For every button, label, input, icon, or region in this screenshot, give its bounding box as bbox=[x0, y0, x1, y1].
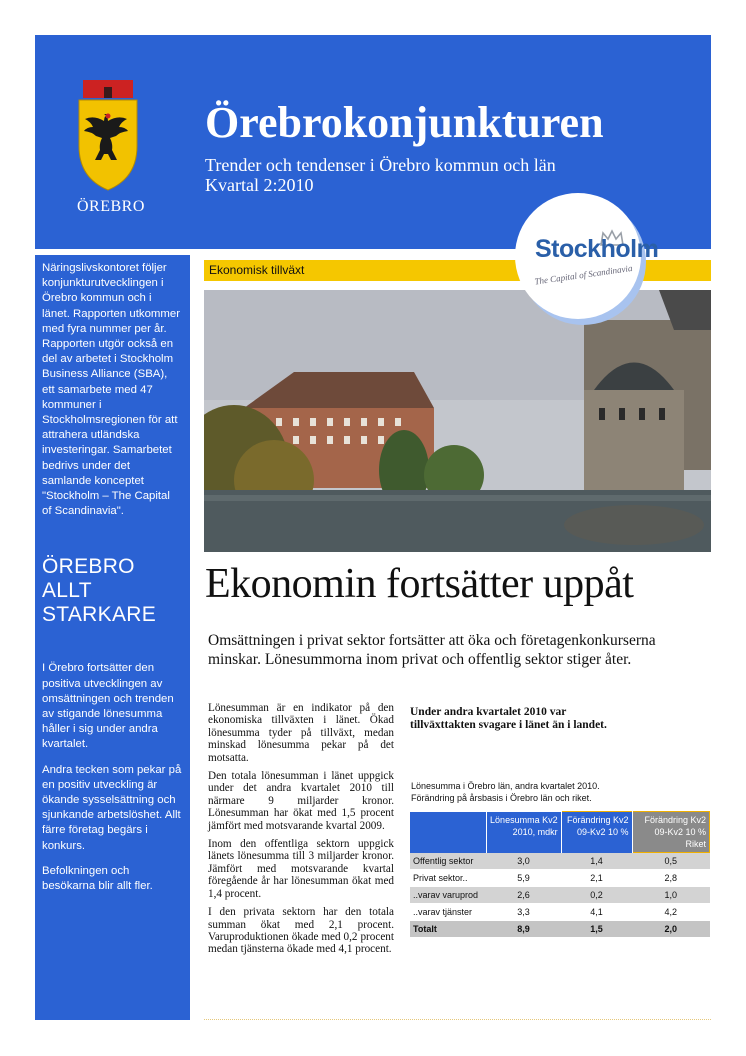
table-row bbox=[410, 853, 710, 870]
photo-illustration bbox=[204, 290, 711, 552]
table-cell: 5,9 bbox=[486, 870, 561, 887]
table-total-row bbox=[410, 921, 710, 938]
table-row bbox=[410, 904, 710, 921]
wage-sum-table bbox=[410, 811, 710, 938]
table-cell: 1,4 bbox=[561, 853, 632, 870]
subtitle-line-2: Kvartal 2:2010 bbox=[205, 175, 314, 195]
pull-quote: Under andra kvartalet 2010 var tillväxttakten svagare i länet än i landet. bbox=[410, 706, 607, 731]
table-cell: 2,0 bbox=[632, 921, 709, 938]
table-cell: 2,6 bbox=[486, 887, 561, 904]
table-header-cell: Förändring Kv2 09-Kv2 10 % bbox=[561, 812, 632, 853]
table-cell: 2,8 bbox=[632, 870, 709, 887]
table-cell: 0,2 bbox=[561, 887, 632, 904]
body-paragraph: Inom den offentliga sektorn uppgick länets lönesumma till 3 miljarder kronor. Jämfört med motsvarande kvartal föregående år har lönesumman ökat med 1,4 procent. bbox=[208, 838, 394, 900]
sidebar-paragraph: Befolkningen och besökarna blir allt fler. bbox=[42, 864, 153, 893]
newsletter-subtitle bbox=[205, 155, 556, 195]
table-caption bbox=[411, 780, 711, 804]
orebro-coat-of-arms-icon bbox=[77, 80, 139, 192]
table-caption-line-2: Förändring på årsbasis i Örebro län och riket. bbox=[411, 793, 592, 803]
table-cell: 4,2 bbox=[632, 904, 709, 921]
table-cell: 3,0 bbox=[486, 853, 561, 870]
table-cell: 3,3 bbox=[486, 904, 561, 921]
table-row-label: Privat sektor.. bbox=[410, 870, 486, 887]
table-header-cell: Förändring Kv2 09-Kv2 10 % Riket bbox=[632, 812, 709, 853]
sidebar-intro: Näringslivskontoret följer konjunkturutvecklingen i Örebro kommun och i länet. Rapporten utkommer med fyra nummer per år. Rapporten utgör också en del av arbetet i Stockholm Business Alliance (SBA), ett samarbete med 47 kommuner i Stockholmsregionen för att attrahera utländska investeringar. Samarbetet bedrivs under det samlande konceptet "Stockholm – The Capital of Scandinavia". bbox=[42, 262, 181, 518]
sidebar-paragraph: Andra tecken som pekar på en positiv utveckling är ökande sysselsättning och sjunkande arbetslöshet. Allt färre företag begärs i konkurs. bbox=[42, 763, 182, 852]
sidebar-heading: ÖREBRO ALLT STARKARE bbox=[42, 555, 157, 627]
table-cell: 1,0 bbox=[632, 887, 709, 904]
sidebar bbox=[35, 255, 190, 1020]
article-headline: Ekonomin fortsätter uppåt bbox=[205, 561, 634, 607]
article-body bbox=[208, 702, 394, 962]
body-paragraph: I den privata sektorn har den totala summan ökat med 2,1 procent. Varuproduktionen ökade med 0,2 procent medan tjänsterna ökade med 4,1 procent. bbox=[208, 906, 394, 956]
subtitle-line-1: Trender och tendenser i Örebro kommun och län bbox=[205, 155, 556, 175]
table-cell: 4,1 bbox=[561, 904, 632, 921]
table-row-label: ..varav tjänster bbox=[410, 904, 486, 921]
table-cell: 8,9 bbox=[486, 921, 561, 938]
table-row bbox=[410, 887, 710, 904]
stockholm-badge bbox=[515, 193, 659, 319]
table-row-label: Totalt bbox=[410, 921, 486, 938]
body-paragraph: Den totala lönesumman i länet uppgick under det andra kvartalet 2010 till närmare 9 miljarder kronor. Lönesumman har ökat med 1,5 procent jämfört med motsvarande kvartal 2009. bbox=[208, 770, 394, 832]
sidebar-paragraph: I Örebro fortsätter den positiva utvecklingen av omsättningen och trenden av stigande lönesumma håller i sig under andra kvartalet. bbox=[42, 662, 174, 751]
table-header-cell bbox=[410, 812, 486, 853]
table-cell: 1,5 bbox=[561, 921, 632, 938]
table-row bbox=[410, 870, 710, 887]
table-cell: 2,1 bbox=[561, 870, 632, 887]
table-header-row bbox=[410, 812, 710, 853]
footer-divider bbox=[204, 1019, 711, 1020]
crest-label: ÖREBRO bbox=[77, 198, 145, 215]
table-cell: 0,5 bbox=[632, 853, 709, 870]
section-label: Ekonomisk tillväxt bbox=[209, 263, 305, 277]
table-row-label: Offentlig sektor bbox=[410, 853, 486, 870]
table-header-cell: Lönesumma Kv2 2010, mdkr bbox=[486, 812, 561, 853]
table-caption-line-1: Lönesumma i Örebro län, andra kvartalet 2010. bbox=[411, 781, 600, 791]
newsletter-title: Örebrokonjunkturen bbox=[205, 98, 604, 147]
orebro-castle-photo bbox=[204, 290, 711, 552]
stockholm-wordmark: Stockholm bbox=[535, 235, 659, 263]
table-row-label: ..varav varuprod bbox=[410, 887, 486, 904]
article-lead: Omsättningen i privat sektor fortsätter att öka och företagenkonkurserna minskar. Lönesummorna inom privat och offentlig sektor stiger åter. bbox=[208, 632, 656, 668]
stockholm-tagline: The Capital of Scandinavia bbox=[533, 262, 634, 287]
body-paragraph: Lönesumman är en indikator på den ekonomiska tillväxten i länet. Ökad lönesumma tyder på tillväxt, medan minskad lönesumma pekar på det motsatta. bbox=[208, 702, 394, 764]
